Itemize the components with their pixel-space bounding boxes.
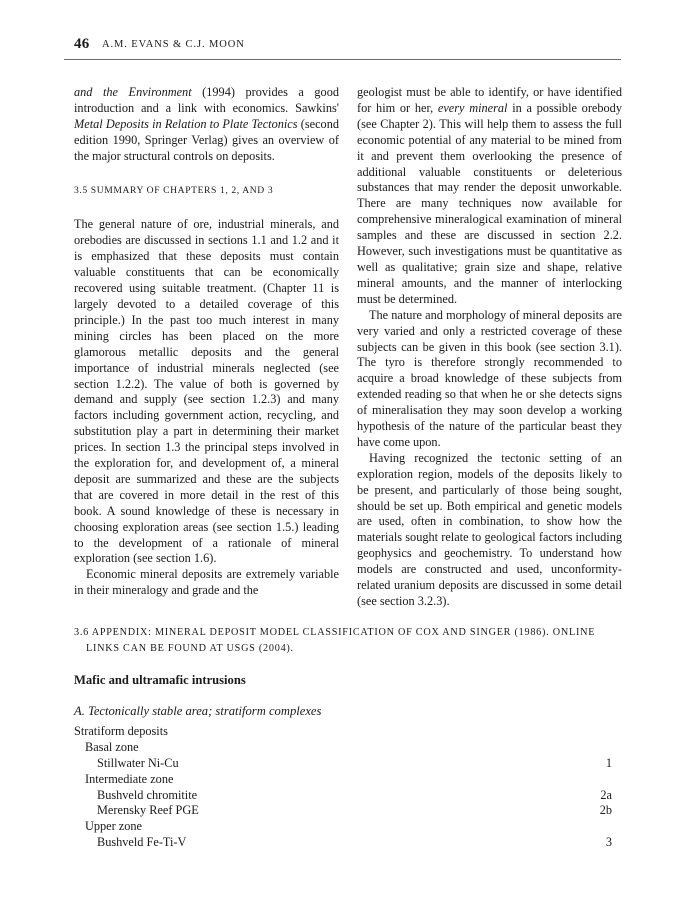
right-paragraph-1: geologist must be able to identify, or have identified for him or her, every mineral in a possible orebody (see Chapter 2). This will help them to assess the full economic potential of any material to be mined from it and prevent them overlooking the presence of additional valuable constituents or deleterious substances that may render the deposit unworkable. There are many techniques now available for comprehensive mineralogical examination of mineral samples and these are discussed in section 2.2. However, such investigations must be quantitative as well as qualitative; grain size and shape, relative mineral amounts, and the manner of interlocking must be determined.: [357, 85, 622, 306]
appendix-heading-line-2: LINKS CAN BE FOUND AT USGS (2004).: [86, 643, 294, 654]
running-head: A.M. EVANS & C.J. MOON: [102, 39, 245, 50]
list-item: Basal zone: [85, 739, 139, 754]
right-paragraph-2: The nature and morphology of mineral deposits are very varied and only a restricted coverage of these subjects can be given in this book (see section 3.1). The tyro is therefore strongly recommended to acquire a broad knowledge of these subjects from extended reading so that when he or she detects signs of mineralisation they may soon develop a working hypothesis of the nature of the particular beast they have come upon.: [357, 307, 622, 449]
appendix-heading: [74, 625, 634, 657]
model-code: 2b: [599, 803, 612, 818]
left-paragraph-2: The general nature of ore, industrial minerals, and orebodies are discussed in sections 1.1 and 1.2 and it is emphasized that these deposits must contain valuable constituents that can be economically recovered using suitable treatment. (Chapter 11 is largely devoted to a detailed coverage of this principle.) In the past too much interest in many mining circles has been placed on the more glamorous metallic deposits and the general importance of industrial minerals neglected (see section 1.2.2). The value of both is governed by demand and supply (see section 1.2.3) and many factors including government action, recycling, and substitution play a part in determining their market prices. In section 1.3 the principal steps involved in the exploration for, and development of, a mineral deposit are summarized and these are the subjects that are covered in more detail in the rest of this book. A sound knowledge of these is necessary in choosing exploration areas (see section 1.5.) leading to the development of a rationale of mineral exploration (see section 1.6).: [74, 217, 339, 566]
right-column: [357, 85, 622, 610]
section-heading-3-5: 3.5 SUMMARY OF CHAPTERS 1, 2, AND 3: [74, 184, 274, 196]
right-paragraph-3: Having recognized the tectonic setting of an exploration region, models of the deposits likely to be present, and particularly of those being sought, should be set up. Both empirical and genetic models are used, often in combination, to show how the materials sought relate to geological factors including geophysics and geochemistry. To understand how models are constructed and used, unconformity-related uranium deposits are discussed in some detail (see section 3.2.3).: [357, 450, 622, 608]
page-number: 46: [74, 36, 90, 52]
header-rule: [64, 59, 621, 60]
list-item: Bushveld chromitite 2a: [97, 787, 612, 802]
list-item: Bushveld Fe-Ti-V 3: [97, 835, 612, 850]
left-paragraph-3: Economic mineral deposits are extremely variable in their mineralogy and grade and the: [74, 567, 339, 598]
classification-heading: Mafic and ultramafic intrusions: [74, 673, 246, 687]
left-paragraph-1: and the Environment (1994) provides a good introduction and a link with economics. Sawkins' Metal Deposits in Relation to Plate Tectonics (second edition 1990, Springer Verlag) gives an overview of the major structural controls on deposits.: [74, 85, 339, 163]
list-item: Stratiform deposits: [74, 724, 168, 738]
list-item: Merensky Reef PGE 2b: [97, 803, 612, 818]
model-code: 1: [605, 755, 612, 770]
page-header: [74, 36, 621, 56]
classification-list: [74, 724, 612, 851]
appendix-heading-line-1: 3.6 APPENDIX: MINERAL DEPOSIT MODEL CLASSIFICATION OF COX AND SINGER (1986). ONLINE: [74, 627, 596, 638]
list-item: Intermediate zone: [85, 771, 174, 786]
left-column: [74, 85, 339, 599]
list-item: Upper zone: [85, 819, 143, 834]
list-item: Stillwater Ni-Cu 1: [97, 755, 612, 770]
model-code: 2a: [600, 787, 612, 802]
model-code: 3: [605, 835, 612, 850]
classification-subheading: A. Tectonically stable area; stratiform complexes: [74, 704, 322, 718]
